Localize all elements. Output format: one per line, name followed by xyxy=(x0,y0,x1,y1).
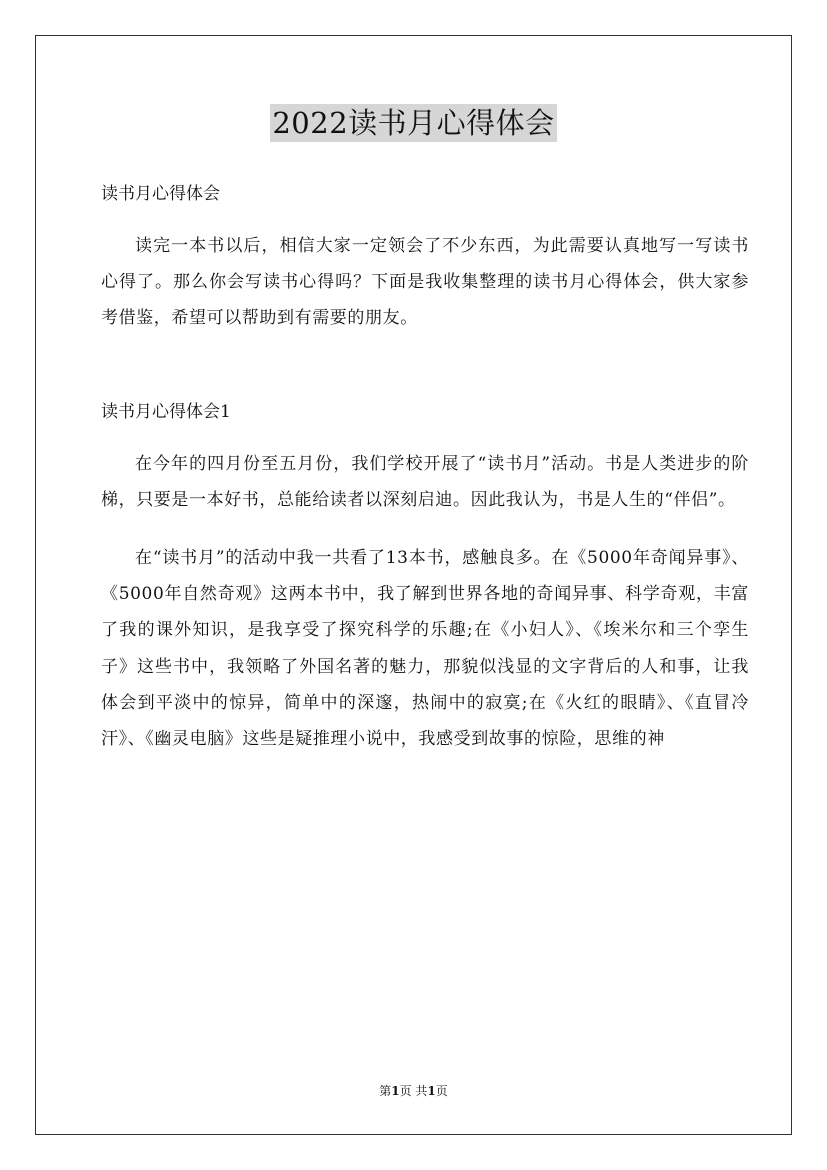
footer-page-prefix: 第 xyxy=(379,1084,392,1098)
footer-page-suffix: 页 xyxy=(435,1084,448,1098)
document-title: 2022读书月心得体会 xyxy=(272,106,555,140)
section1-paragraph-1: 在今年的四月份至五月份，我们学校开展了“读书月”活动。书是人类进步的阶梯，只要是一本好书，总能给读者以深刻启迪。因此我认为，书是人生的“伴侣”。 xyxy=(101,453,749,510)
section1-heading: 读书月心得体会1 xyxy=(101,401,231,422)
footer-page-current: 1 xyxy=(391,1084,400,1098)
title-wrap xyxy=(0,104,827,142)
intro-paragraph: 读完一本书以后，相信大家一定领会了不少东西，为此需要认真地写一写读书心得了。那么你会写读书心得吗？下面是我收集整理的读书月心得体会，供大家参考借鉴，希望可以帮助到有需要的朋友。 xyxy=(101,236,749,329)
spacer xyxy=(101,518,749,540)
footer-page-total: 1 xyxy=(427,1084,436,1098)
page-footer xyxy=(0,1083,827,1099)
spacer xyxy=(101,214,749,228)
document-body xyxy=(101,174,749,757)
spacer xyxy=(101,337,749,392)
spacer xyxy=(101,432,749,446)
footer-page-mid: 页 共 xyxy=(399,1084,428,1098)
intro-heading: 读书月心得体会 xyxy=(101,184,220,204)
section1-paragraph-2: 在“读书月”的活动中我一共看了13本书，感触良多。在《5000年奇闻异事》、《5000年自然奇观》这两本书中，我了解到世界各地的奇闻异事、科学奇观，丰富了我的课外知识，是我享受了探究科学的乐趣;在《小妇人》、《埃米尔和三个孪生子》这些书中，我领略了外国名著的魅力，那貌似浅显的文字背后的人和事，让我体会到平淡中的惊异，简单中的深邃，热闹中的寂寞;在《火红的眼睛》、《直冒冷汗》、《幽灵电脑》这些是疑推理小说中，我感受到故事的惊险，思维的神 xyxy=(101,548,749,750)
